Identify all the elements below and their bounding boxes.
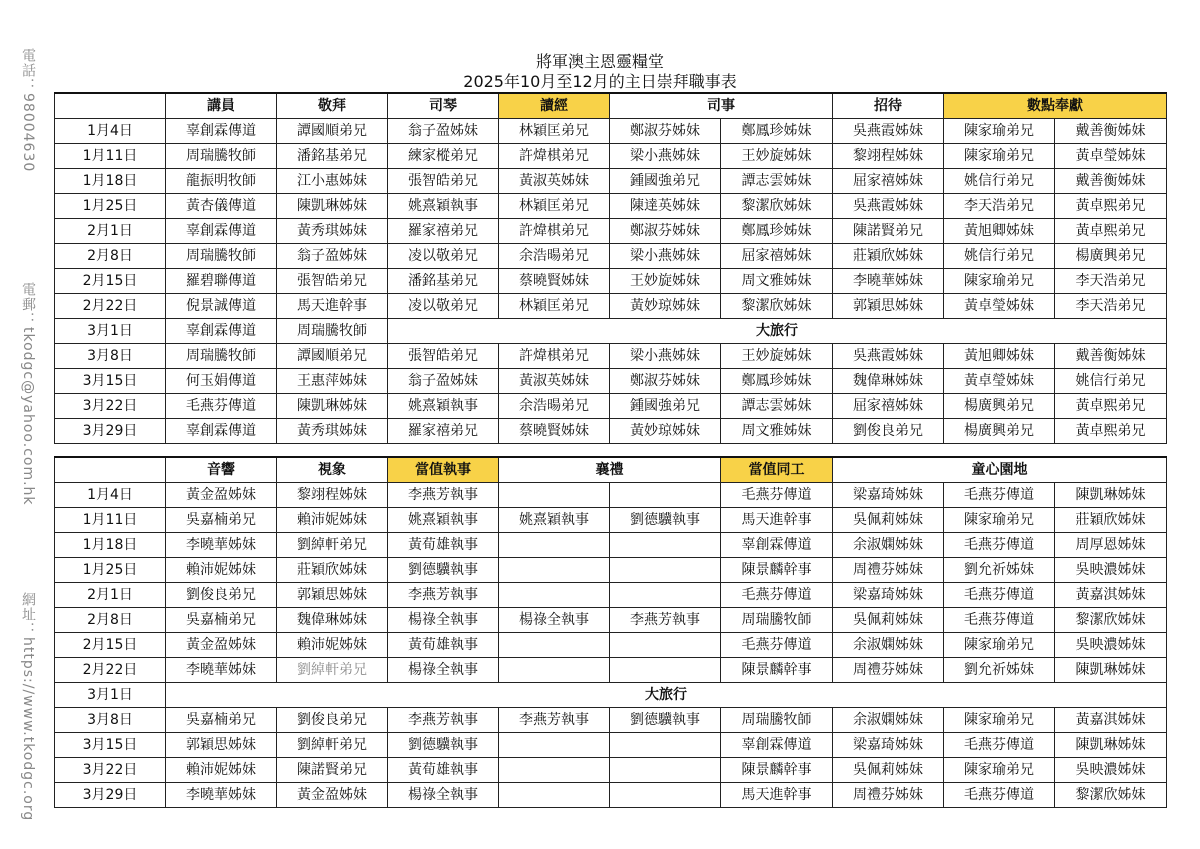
name-cell: 倪景誠傳道 <box>166 294 277 319</box>
name-cell: 潘銘基弟兄 <box>277 144 388 169</box>
event-cell: 大旅行 <box>388 319 1167 344</box>
table-row <box>55 783 1167 808</box>
name-cell: 陳凱琳姊妹 <box>1055 483 1167 508</box>
name-cell: 周厚恩姊妹 <box>1055 533 1167 558</box>
name-cell: 吳燕霞姊妹 <box>833 194 944 219</box>
column-header: 當值同工 <box>721 457 833 483</box>
name-cell: 練家樅弟兄 <box>388 144 499 169</box>
name-cell: 李天浩弟兄 <box>1055 269 1167 294</box>
name-cell: 周瑞騰牧師 <box>277 319 388 344</box>
name-cell: 黃金盈姊妹 <box>277 783 388 808</box>
name-cell: 林穎匡弟兄 <box>499 294 610 319</box>
date-cell: 2月1日 <box>55 219 166 244</box>
name-cell: 姚熹穎執事 <box>388 194 499 219</box>
name-cell: 郭穎思姊妹 <box>277 583 388 608</box>
column-header: 讀經 <box>499 93 610 119</box>
name-cell: 李燕芳執事 <box>388 483 499 508</box>
name-cell: 李燕芳執事 <box>388 708 499 733</box>
table-row <box>55 119 1167 144</box>
website-text: 網址：https://www.tkodgc.org <box>20 592 36 822</box>
date-cell: 1月25日 <box>55 194 166 219</box>
name-cell: 潘銘基弟兄 <box>388 269 499 294</box>
name-cell: 黃卓瑩姊妹 <box>944 294 1055 319</box>
name-cell: 吳燕霞姊妹 <box>833 119 944 144</box>
name-cell: 馬天進幹事 <box>721 508 833 533</box>
table-row <box>55 294 1167 319</box>
date-cell: 1月11日 <box>55 508 166 533</box>
name-cell: 陳家瑜弟兄 <box>944 144 1055 169</box>
name-cell: 屈家禧姊妹 <box>721 244 833 269</box>
name-cell: 何玉娟傳道 <box>166 369 277 394</box>
name-cell: 賴沛妮姊妹 <box>277 633 388 658</box>
name-cell: 江小惠姊妹 <box>277 169 388 194</box>
name-cell: 余淑嫻姊妹 <box>833 533 944 558</box>
name-cell: 毛燕芬傳道 <box>944 608 1055 633</box>
name-cell: 姚熹穎執事 <box>388 394 499 419</box>
column-header: 講員 <box>166 93 277 119</box>
name-cell: 王妙旋姊妹 <box>721 144 833 169</box>
date-cell: 3月15日 <box>55 733 166 758</box>
name-cell <box>610 633 721 658</box>
name-cell: 黃杏儀傳道 <box>166 194 277 219</box>
column-header: 敬拜 <box>277 93 388 119</box>
column-header: 司事 <box>610 93 833 119</box>
name-cell: 毛燕芬傳道 <box>944 533 1055 558</box>
name-cell: 毛燕芬傳道 <box>944 733 1055 758</box>
date-cell: 3月29日 <box>55 783 166 808</box>
table-row <box>55 633 1167 658</box>
name-cell: 黃荀雄執事 <box>388 633 499 658</box>
name-cell: 楊祿全執事 <box>388 783 499 808</box>
name-cell: 周禮芬姊妹 <box>833 658 944 683</box>
name-cell: 梁嘉琦姊妹 <box>833 583 944 608</box>
date-cell: 2月8日 <box>55 244 166 269</box>
name-cell: 劉綽軒弟兄 <box>277 733 388 758</box>
name-cell: 賴沛妮姊妹 <box>166 758 277 783</box>
roster-table-2 <box>54 456 1167 808</box>
name-cell: 譚國順弟兄 <box>277 344 388 369</box>
table-row <box>55 344 1167 369</box>
name-cell: 凌以敬弟兄 <box>388 244 499 269</box>
table-row <box>55 683 1167 708</box>
header-row <box>55 457 1167 483</box>
column-header: 音響 <box>166 457 277 483</box>
name-cell: 莊穎欣姊妹 <box>277 558 388 583</box>
date-cell: 1月18日 <box>55 169 166 194</box>
name-cell: 黎翊程姊妹 <box>833 144 944 169</box>
name-cell: 陳凱琳姊妹 <box>277 194 388 219</box>
name-cell: 鄭鳳珍姊妹 <box>721 219 833 244</box>
table-row <box>55 583 1167 608</box>
name-cell: 周禮芬姊妹 <box>833 783 944 808</box>
name-cell: 周文雅姊妹 <box>721 419 833 444</box>
name-cell: 李燕芳執事 <box>499 708 610 733</box>
table-row <box>55 419 1167 444</box>
name-cell <box>499 783 610 808</box>
name-cell <box>499 558 610 583</box>
name-cell: 辜創霖傳道 <box>166 319 277 344</box>
name-cell: 莊穎欣姊妹 <box>833 244 944 269</box>
name-cell: 黃荀雄執事 <box>388 533 499 558</box>
name-cell: 楊祿全執事 <box>388 658 499 683</box>
name-cell: 羅碧聯傳道 <box>166 269 277 294</box>
table-row <box>55 144 1167 169</box>
name-cell: 翁子盈姊妹 <box>277 244 388 269</box>
name-cell: 梁嘉琦姊妹 <box>833 483 944 508</box>
name-cell: 黃卓熙弟兄 <box>1055 194 1167 219</box>
column-header: 數點奉獻 <box>944 93 1167 119</box>
name-cell <box>610 758 721 783</box>
name-cell: 劉俊良弟兄 <box>166 583 277 608</box>
name-cell: 辜創霖傳道 <box>721 733 833 758</box>
column-header: 當值執事 <box>388 457 499 483</box>
name-cell: 黎潔欣姊妹 <box>1055 783 1167 808</box>
name-cell: 楊祿全執事 <box>388 608 499 633</box>
name-cell: 鍾國強弟兄 <box>610 169 721 194</box>
name-cell: 林穎匡弟兄 <box>499 119 610 144</box>
name-cell: 梁小燕姊妹 <box>610 244 721 269</box>
name-cell: 陳家瑜弟兄 <box>944 508 1055 533</box>
name-cell: 梁小燕姊妹 <box>610 144 721 169</box>
name-cell: 李燕芳執事 <box>388 583 499 608</box>
name-cell: 黃妙琼姊妹 <box>610 294 721 319</box>
table-row <box>55 558 1167 583</box>
name-cell: 黃秀琪姊妹 <box>277 419 388 444</box>
name-cell <box>610 583 721 608</box>
column-header <box>55 93 166 119</box>
name-cell: 譚國順弟兄 <box>277 119 388 144</box>
date-cell: 2月22日 <box>55 294 166 319</box>
date-cell: 3月8日 <box>55 344 166 369</box>
column-header: 司琴 <box>388 93 499 119</box>
name-cell: 張智皓弟兄 <box>388 344 499 369</box>
name-cell: 許煒棋弟兄 <box>499 344 610 369</box>
name-cell: 陳景麟幹事 <box>721 758 833 783</box>
name-cell: 陳家瑜弟兄 <box>944 119 1055 144</box>
name-cell <box>610 733 721 758</box>
name-cell: 黃秀琪姊妹 <box>277 219 388 244</box>
name-cell: 楊廣興弟兄 <box>1055 244 1167 269</box>
name-cell <box>499 733 610 758</box>
name-cell: 鄭淑芬姊妹 <box>610 119 721 144</box>
name-cell <box>499 633 610 658</box>
name-cell: 周瑞騰牧師 <box>166 344 277 369</box>
name-cell: 周禮芬姊妹 <box>833 558 944 583</box>
name-cell: 賴沛妮姊妹 <box>277 508 388 533</box>
name-cell: 蔡曉賢姊妹 <box>499 419 610 444</box>
table-row <box>55 708 1167 733</box>
table-row <box>55 608 1167 633</box>
name-cell: 黃金盈姊妹 <box>166 483 277 508</box>
name-cell <box>610 558 721 583</box>
name-cell: 陳家瑜弟兄 <box>944 269 1055 294</box>
date-cell: 3月22日 <box>55 394 166 419</box>
table-row <box>55 658 1167 683</box>
name-cell: 姚信行弟兄 <box>1055 369 1167 394</box>
name-cell: 毛燕芬傳道 <box>721 633 833 658</box>
date-cell: 1月25日 <box>55 558 166 583</box>
name-cell: 吳映濃姊妹 <box>1055 758 1167 783</box>
name-cell: 魏偉琳姊妹 <box>277 608 388 633</box>
name-cell: 翁子盈姊妹 <box>388 119 499 144</box>
name-cell: 吳佩莉姊妹 <box>833 508 944 533</box>
name-cell: 許煒棋弟兄 <box>499 219 610 244</box>
table-row <box>55 508 1167 533</box>
name-cell: 李曉華姊妹 <box>166 533 277 558</box>
name-cell <box>610 533 721 558</box>
name-cell: 陳家瑜弟兄 <box>944 633 1055 658</box>
name-cell: 梁嘉琦姊妹 <box>833 733 944 758</box>
name-cell: 姚信行弟兄 <box>944 169 1055 194</box>
name-cell: 周瑞騰牧師 <box>166 144 277 169</box>
name-cell: 陳諾賢弟兄 <box>833 219 944 244</box>
name-cell: 鍾國強弟兄 <box>610 394 721 419</box>
date-cell: 3月1日 <box>55 319 166 344</box>
name-cell: 毛燕芬傳道 <box>721 583 833 608</box>
name-cell <box>610 658 721 683</box>
date-cell: 2月22日 <box>55 658 166 683</box>
name-cell: 楊祿全執事 <box>499 608 610 633</box>
table-row <box>55 194 1167 219</box>
name-cell: 郭穎思姊妹 <box>166 733 277 758</box>
date-cell: 3月1日 <box>55 683 166 708</box>
name-cell: 屈家禧姊妹 <box>833 169 944 194</box>
name-cell: 吳佩莉姊妹 <box>833 758 944 783</box>
name-cell: 黃嘉淇姊妹 <box>1055 583 1167 608</box>
name-cell: 蔡曉賢姊妹 <box>499 269 610 294</box>
name-cell: 譚志雲姊妹 <box>721 169 833 194</box>
name-cell: 李曉華姊妹 <box>833 269 944 294</box>
name-cell: 姚熹穎執事 <box>499 508 610 533</box>
name-cell: 黃卓瑩姊妹 <box>944 369 1055 394</box>
column-header: 視象 <box>277 457 388 483</box>
phone-text: 電話：98004630 <box>20 48 36 173</box>
name-cell: 余浩暘弟兄 <box>499 394 610 419</box>
name-cell: 鄭鳳珍姊妹 <box>721 119 833 144</box>
name-cell: 吳嘉楠弟兄 <box>166 508 277 533</box>
name-cell: 陳家瑜弟兄 <box>944 708 1055 733</box>
table-row <box>55 369 1167 394</box>
table-row <box>55 533 1167 558</box>
name-cell: 陳凱琳姊妹 <box>277 394 388 419</box>
date-cell: 3月22日 <box>55 758 166 783</box>
name-cell: 姚熹穎執事 <box>388 508 499 533</box>
name-cell: 李天浩弟兄 <box>1055 294 1167 319</box>
name-cell: 姚信行弟兄 <box>944 244 1055 269</box>
name-cell: 吳佩莉姊妹 <box>833 608 944 633</box>
name-cell: 劉綽軒弟兄 <box>277 658 388 683</box>
name-cell: 楊廣興弟兄 <box>944 394 1055 419</box>
table-row <box>55 483 1167 508</box>
name-cell: 吳映濃姊妹 <box>1055 633 1167 658</box>
name-cell: 陳景麟幹事 <box>721 658 833 683</box>
name-cell: 王惠萍姊妹 <box>277 369 388 394</box>
name-cell: 周瑞騰牧師 <box>721 708 833 733</box>
name-cell: 毛燕芬傳道 <box>944 583 1055 608</box>
name-cell: 毛燕芬傳道 <box>721 483 833 508</box>
name-cell: 黎翊程姊妹 <box>277 483 388 508</box>
name-cell: 魏偉琳姊妹 <box>833 369 944 394</box>
name-cell: 辜創霖傳道 <box>166 219 277 244</box>
name-cell: 辜創霖傳道 <box>166 119 277 144</box>
name-cell: 戴善衡姊妹 <box>1055 119 1167 144</box>
date-cell: 2月8日 <box>55 608 166 633</box>
name-cell: 毛燕芬傳道 <box>166 394 277 419</box>
name-cell: 黃旭卿姊妹 <box>944 219 1055 244</box>
name-cell: 鄭淑芬姊妹 <box>610 219 721 244</box>
name-cell: 吳嘉楠弟兄 <box>166 608 277 633</box>
name-cell <box>610 483 721 508</box>
name-cell: 黃卓瑩姊妹 <box>1055 144 1167 169</box>
name-cell: 羅家禧弟兄 <box>388 219 499 244</box>
name-cell: 陳達英姊妹 <box>610 194 721 219</box>
name-cell: 劉俊良弟兄 <box>277 708 388 733</box>
name-cell: 辜創霖傳道 <box>166 419 277 444</box>
table-row <box>55 269 1167 294</box>
date-cell: 1月4日 <box>55 119 166 144</box>
table-row <box>55 394 1167 419</box>
name-cell: 毛燕芬傳道 <box>944 783 1055 808</box>
name-cell: 辜創霖傳道 <box>721 533 833 558</box>
name-cell: 陳諾賢弟兄 <box>277 758 388 783</box>
header-row <box>55 93 1167 119</box>
name-cell: 黃金盈姊妹 <box>166 633 277 658</box>
name-cell: 梁小燕姊妹 <box>610 344 721 369</box>
name-cell: 翁子盈姊妹 <box>388 369 499 394</box>
name-cell: 馬天進幹事 <box>277 294 388 319</box>
name-cell: 劉德驥執事 <box>388 558 499 583</box>
name-cell: 王妙旋姊妹 <box>721 344 833 369</box>
name-cell: 余浩暘弟兄 <box>499 244 610 269</box>
table-row <box>55 319 1167 344</box>
name-cell: 賴沛妮姊妹 <box>166 558 277 583</box>
name-cell: 黃淑英姊妹 <box>499 369 610 394</box>
name-cell: 楊廣興弟兄 <box>944 419 1055 444</box>
name-cell <box>499 658 610 683</box>
name-cell: 黎潔欣姊妹 <box>1055 608 1167 633</box>
name-cell: 屈家禧姊妹 <box>833 394 944 419</box>
name-cell: 陳景麟幹事 <box>721 558 833 583</box>
column-header: 襄禮 <box>499 457 721 483</box>
date-cell: 3月29日 <box>55 419 166 444</box>
name-cell: 黎潔欣姊妹 <box>721 194 833 219</box>
column-header <box>55 457 166 483</box>
name-cell <box>499 533 610 558</box>
church-name: 將軍澳主恩靈糧堂 <box>535 52 664 71</box>
date-cell: 1月11日 <box>55 144 166 169</box>
name-cell: 陳家瑜弟兄 <box>944 758 1055 783</box>
name-cell: 黃卓熙弟兄 <box>1055 419 1167 444</box>
date-cell: 2月15日 <box>55 269 166 294</box>
name-cell <box>499 758 610 783</box>
name-cell: 劉德驥執事 <box>610 508 721 533</box>
name-cell: 劉德驥執事 <box>388 733 499 758</box>
name-cell: 劉允祈姊妹 <box>944 558 1055 583</box>
name-cell: 戴善衡姊妹 <box>1055 344 1167 369</box>
name-cell: 周瑞騰牧師 <box>166 244 277 269</box>
name-cell: 毛燕芬傳道 <box>944 483 1055 508</box>
name-cell: 余淑嫻姊妹 <box>833 633 944 658</box>
date-cell: 1月4日 <box>55 483 166 508</box>
name-cell: 許煒棋弟兄 <box>499 144 610 169</box>
name-cell: 劉綽軒弟兄 <box>277 533 388 558</box>
name-cell: 陳凱琳姊妹 <box>1055 658 1167 683</box>
name-cell: 王妙旋姊妹 <box>610 269 721 294</box>
name-cell: 吳嘉楠弟兄 <box>166 708 277 733</box>
roster-title: 2025年10月至12月的主日崇拜職事表 <box>463 72 737 91</box>
name-cell: 羅家禧弟兄 <box>388 419 499 444</box>
name-cell: 劉德驥執事 <box>610 708 721 733</box>
date-cell: 3月15日 <box>55 369 166 394</box>
name-cell: 周瑞騰牧師 <box>721 608 833 633</box>
name-cell: 吳映濃姊妹 <box>1055 558 1167 583</box>
table-row <box>55 169 1167 194</box>
name-cell: 譚志雲姊妹 <box>721 394 833 419</box>
event-cell: 大旅行 <box>166 683 1167 708</box>
roster-table-1 <box>54 92 1167 444</box>
name-cell: 黃旭卿姊妹 <box>944 344 1055 369</box>
name-cell <box>499 483 610 508</box>
table-row <box>55 758 1167 783</box>
name-cell: 黃卓熙弟兄 <box>1055 394 1167 419</box>
name-cell: 馬天進幹事 <box>721 783 833 808</box>
name-cell: 郭穎思姊妹 <box>833 294 944 319</box>
name-cell: 吳燕霞姊妹 <box>833 344 944 369</box>
table-row <box>55 244 1167 269</box>
name-cell <box>610 783 721 808</box>
name-cell: 余淑嫻姊妹 <box>833 708 944 733</box>
name-cell: 張智皓弟兄 <box>277 269 388 294</box>
name-cell <box>499 583 610 608</box>
name-cell: 李天浩弟兄 <box>944 194 1055 219</box>
name-cell: 陳凱琳姊妹 <box>1055 733 1167 758</box>
date-cell: 2月15日 <box>55 633 166 658</box>
name-cell: 周文雅姊妹 <box>721 269 833 294</box>
name-cell: 林穎匡弟兄 <box>499 194 610 219</box>
name-cell: 鄭鳳珍姊妹 <box>721 369 833 394</box>
table-row <box>55 733 1167 758</box>
name-cell: 李曉華姊妹 <box>166 783 277 808</box>
name-cell: 戴善衡姊妹 <box>1055 169 1167 194</box>
date-cell: 2月1日 <box>55 583 166 608</box>
name-cell: 李燕芳執事 <box>610 608 721 633</box>
name-cell: 黃淑英姊妹 <box>499 169 610 194</box>
name-cell: 黃荀雄執事 <box>388 758 499 783</box>
name-cell: 黃嘉淇姊妹 <box>1055 708 1167 733</box>
name-cell: 凌以敬弟兄 <box>388 294 499 319</box>
name-cell: 黎潔欣姊妹 <box>721 294 833 319</box>
name-cell: 莊穎欣姊妹 <box>1055 508 1167 533</box>
name-cell: 鄭淑芬姊妹 <box>610 369 721 394</box>
name-cell: 劉允祈姊妹 <box>944 658 1055 683</box>
name-cell: 龍振明牧師 <box>166 169 277 194</box>
column-header: 童心園地 <box>833 457 1167 483</box>
table-row <box>55 219 1167 244</box>
date-cell: 3月8日 <box>55 708 166 733</box>
name-cell: 張智皓弟兄 <box>388 169 499 194</box>
column-header: 招待 <box>833 93 944 119</box>
name-cell: 李曉華姊妹 <box>166 658 277 683</box>
email-text: 電郵：tkodgc@yahoo.com.hk <box>20 282 36 506</box>
name-cell: 黃卓熙弟兄 <box>1055 219 1167 244</box>
name-cell: 劉俊良弟兄 <box>833 419 944 444</box>
name-cell: 黃妙琼姊妹 <box>610 419 721 444</box>
date-cell: 1月18日 <box>55 533 166 558</box>
